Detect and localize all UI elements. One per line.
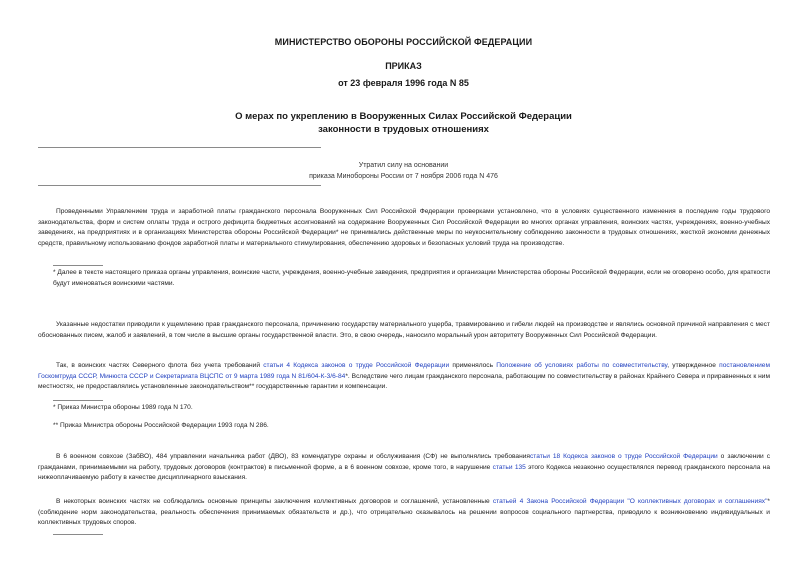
link-goskomtrud-resolution[interactable]: постановлением Госкомтруда СССР, Минюста СССР и Секретариата ВЦСПС от 9 марта 1989 года N 81/604-К-3/6-84 [38, 362, 770, 380]
footnote-1: * Далее в тексте настоящего приказа органы управления, воинские части, учреждения, военно-учебные заведения, предприятия и организации Министерства обороны Российской Федерации, если не оговорено особо, для краткости будут именоваться воинскими частями. [53, 269, 771, 287]
footnote-2: * Приказ Министра обороны 1989 года N 170. [53, 404, 193, 411]
footnote-divider-1 [53, 265, 103, 266]
footnote-divider-3 [53, 534, 103, 535]
document-title [0, 110, 807, 136]
divider-bottom [38, 185, 321, 186]
paragraph-5: В некоторых воинских частях не соблюдались основные принципы заключения коллективных договоров и соглашений, установленные статьей 4 Закона Российской Федерации "О коллективных договорах и соглашениях"* (соблюдение норм законодательства, реальность обеспечения принимаемых обязательств и др.), что отрицательно сказывалось на решении вопросов социального партнерства, приводило к возникновению индивидуальных и коллективных трудовых споров. [38, 498, 770, 527]
footnote-3: ** Приказ Министра обороны Российской Федерации 1993 года N 286. [53, 422, 269, 429]
date-number-heading: от 23 февраля 1996 года N 85 [338, 78, 469, 88]
link-part-time-regulation[interactable]: Положение об условиях работы по совместительству [496, 362, 668, 369]
paragraph-2: Указанные недостатки приводили к ущемлению прав гражданского персонала, причинению государству материального ущерба, травмированию и гибели людей на производстве и являлись основной причиной направления с мест обоснованных писем, жалоб и заявлений, в том числе в высшие органы государственной власти. Это, в свою очередь, наносило моральный урон авторитету Вооруженных Сил Российской Федерации. [38, 321, 770, 339]
status-note [0, 160, 807, 182]
link-article-135[interactable]: статьи 135 [492, 463, 526, 471]
divider-top [38, 147, 321, 148]
doc-type-heading: ПРИКАЗ [385, 61, 422, 71]
paragraph-4: В 6 военном совхозе (ЗабВО), 484 управлении начальника работ (ДВО), 83 комендатуре охраны и обслуживания (СФ) не выполнялись требованиястатьи 18 Кодекса законов о труде Российской Федерации о заключении с гражданами, принимаемыми на работу, трудовых договоров (контрактов) в письменной форме, а в 6 военном совхозе, кроме того, в нарушение статьи 135 этого Кодекса незаконно осуществлялся перевод гражданского персонала на нижеоплачиваемую работу в качестве дисциплинарного взыскания. [38, 453, 770, 482]
link-article-18-labor-code[interactable]: статьи 18 Кодекса законов о труде Российской Федерации [529, 453, 718, 460]
title-line-1: О мерах по укреплению в Вооруженных Силах Российской Федерации [235, 111, 572, 122]
footnote-divider-2 [53, 400, 103, 401]
ministry-heading: МИНИСТЕРСТВО ОБОРОНЫ РОССИЙСКОЙ ФЕДЕРАЦИИ [274, 37, 533, 47]
paragraph-1: Проведенными Управлением труда и заработной платы гражданского персонала Вооруженных Сил Российской Федерации проверками установлено, что в условиях существенного изменения в последние годы трудового законодательства, форм и систем оплаты труда и острого дефицита бюджетных ассигнований на содержание Вооруженных Сил Российской Федерации во многих органах управления, воинских частях, учреждениях, военно-учебных заведениях, на предприятиях и в организациях Министерства обороны Российской Федерации* не принимались действенные меры по неукоснительному соблюдению законности в трудовых отношениях, жесткой экономии денежных средств, правильному использованию фондов заработной платы и материального стимулирования, обеспечению здоровых и безопасных условий труда на производстве. [38, 208, 770, 247]
title-line-2: законности в трудовых отношениях [318, 124, 489, 135]
status-line-1: Утратил силу на основании [358, 162, 449, 169]
link-article-4-labor-code[interactable]: статьи 4 Кодекса законов о труде Российской Федерации [263, 362, 450, 369]
status-line-2: приказа Минобороны России от 7 ноября 2006 года N 476 [309, 173, 498, 180]
link-collective-agreements-law[interactable]: статьей 4 Закона Российской Федерации "О коллективных договорах и соглашениях" [492, 498, 768, 505]
paragraph-3: Так, в воинских частях Северного флота без учета требований статьи 4 Кодекса законов о труде Российской Федерации применялось Положение об условиях работы по совместительству, утвержденное постановлением Госкомтруда СССР, Минюста СССР и Секретариата ВЦСПС от 9 марта 1989 года N 81/604-К-3/6-84*. Вследствие чего лицам гражданского персонала, работающим по совместительству в районах Крайнего Севера и приравненных к ним местностях, не предоставлялись установленные законодательством** государственные гарантии и компенсации. [38, 362, 770, 391]
